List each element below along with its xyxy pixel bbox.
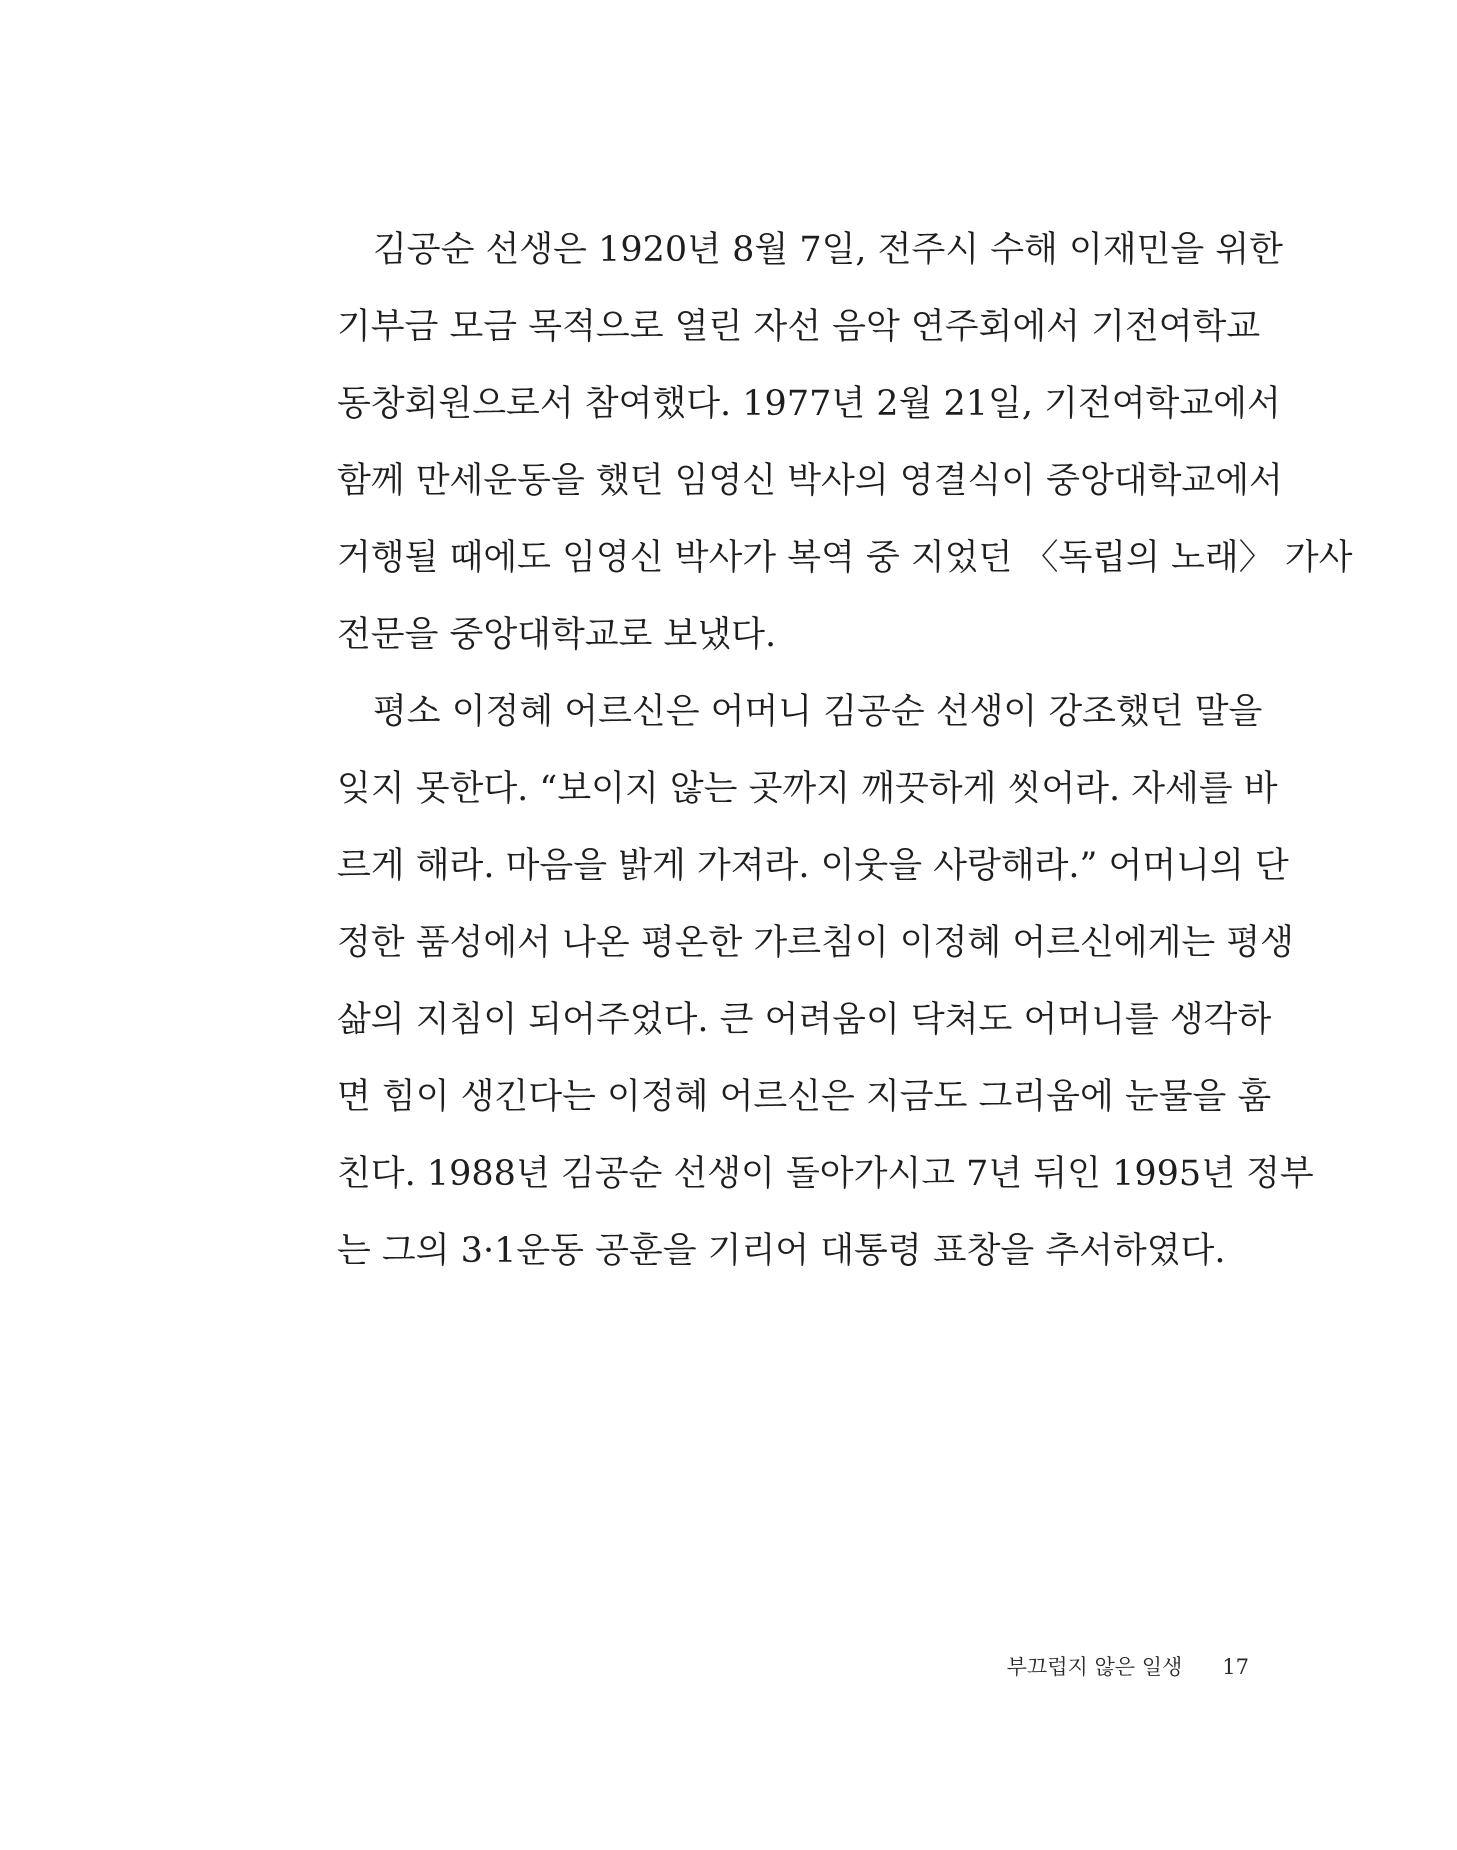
text-line: 거행될 때에도 임영신 박사가 복역 중 지었던 〈독립의 노래〉 가사 bbox=[337, 538, 1353, 578]
text-line: 친다. 1988년 김공순 선생이 돌아가시고 7년 뒤인 1995년 정부 bbox=[337, 1154, 1314, 1194]
running-title: 부끄럽지 않은 일생 bbox=[1006, 1655, 1183, 1679]
page-number: 17 bbox=[1222, 1655, 1249, 1679]
text-line: 동창회원으로서 참여했다. 1977년 2월 21일, 기전여학교에서 bbox=[337, 384, 1281, 424]
text-line: 르게 해라. 마음을 밝게 가져라. 이웃을 사랑해라.” 어머니의 단 bbox=[337, 846, 1289, 886]
text-line: 면 힘이 생긴다는 이정혜 어르신은 지금도 그리움에 눈물을 훔 bbox=[337, 1077, 1272, 1117]
text-line: 전문을 중앙대학교로 보냈다. bbox=[337, 615, 777, 655]
text-line: 함께 만세운동을 했던 임영신 박사의 영결식이 중앙대학교에서 bbox=[337, 461, 1283, 501]
text-line: 김공순 선생은 1920년 8월 7일, 전주시 수해 이재민을 위한 bbox=[373, 230, 1283, 270]
text-line: 잊지 못한다. “보이지 않는 곳까지 깨끗하게 씻어라. 자세를 바 bbox=[337, 769, 1278, 809]
body-text bbox=[337, 225, 1353, 1303]
paragraph-1 bbox=[337, 225, 1353, 687]
text-line: 기부금 모금 목적으로 열린 자선 음악 연주회에서 기전여학교 bbox=[337, 307, 1261, 347]
paragraph-2 bbox=[337, 687, 1314, 1303]
text-line: 평소 이정혜 어르신은 어머니 김공순 선생이 강조했던 말을 bbox=[373, 692, 1263, 732]
text-line: 삶의 지침이 되어주었다. 큰 어려움이 닥쳐도 어머니를 생각하 bbox=[337, 1000, 1272, 1040]
text-line: 정한 품성에서 나온 평온한 가르침이 이정혜 어르신에게는 평생 bbox=[337, 923, 1294, 963]
page-footer bbox=[1007, 1652, 1249, 1682]
text-line: 는 그의 3·1운동 공훈을 기리어 대통령 표창을 추서하였다. bbox=[337, 1231, 1226, 1271]
